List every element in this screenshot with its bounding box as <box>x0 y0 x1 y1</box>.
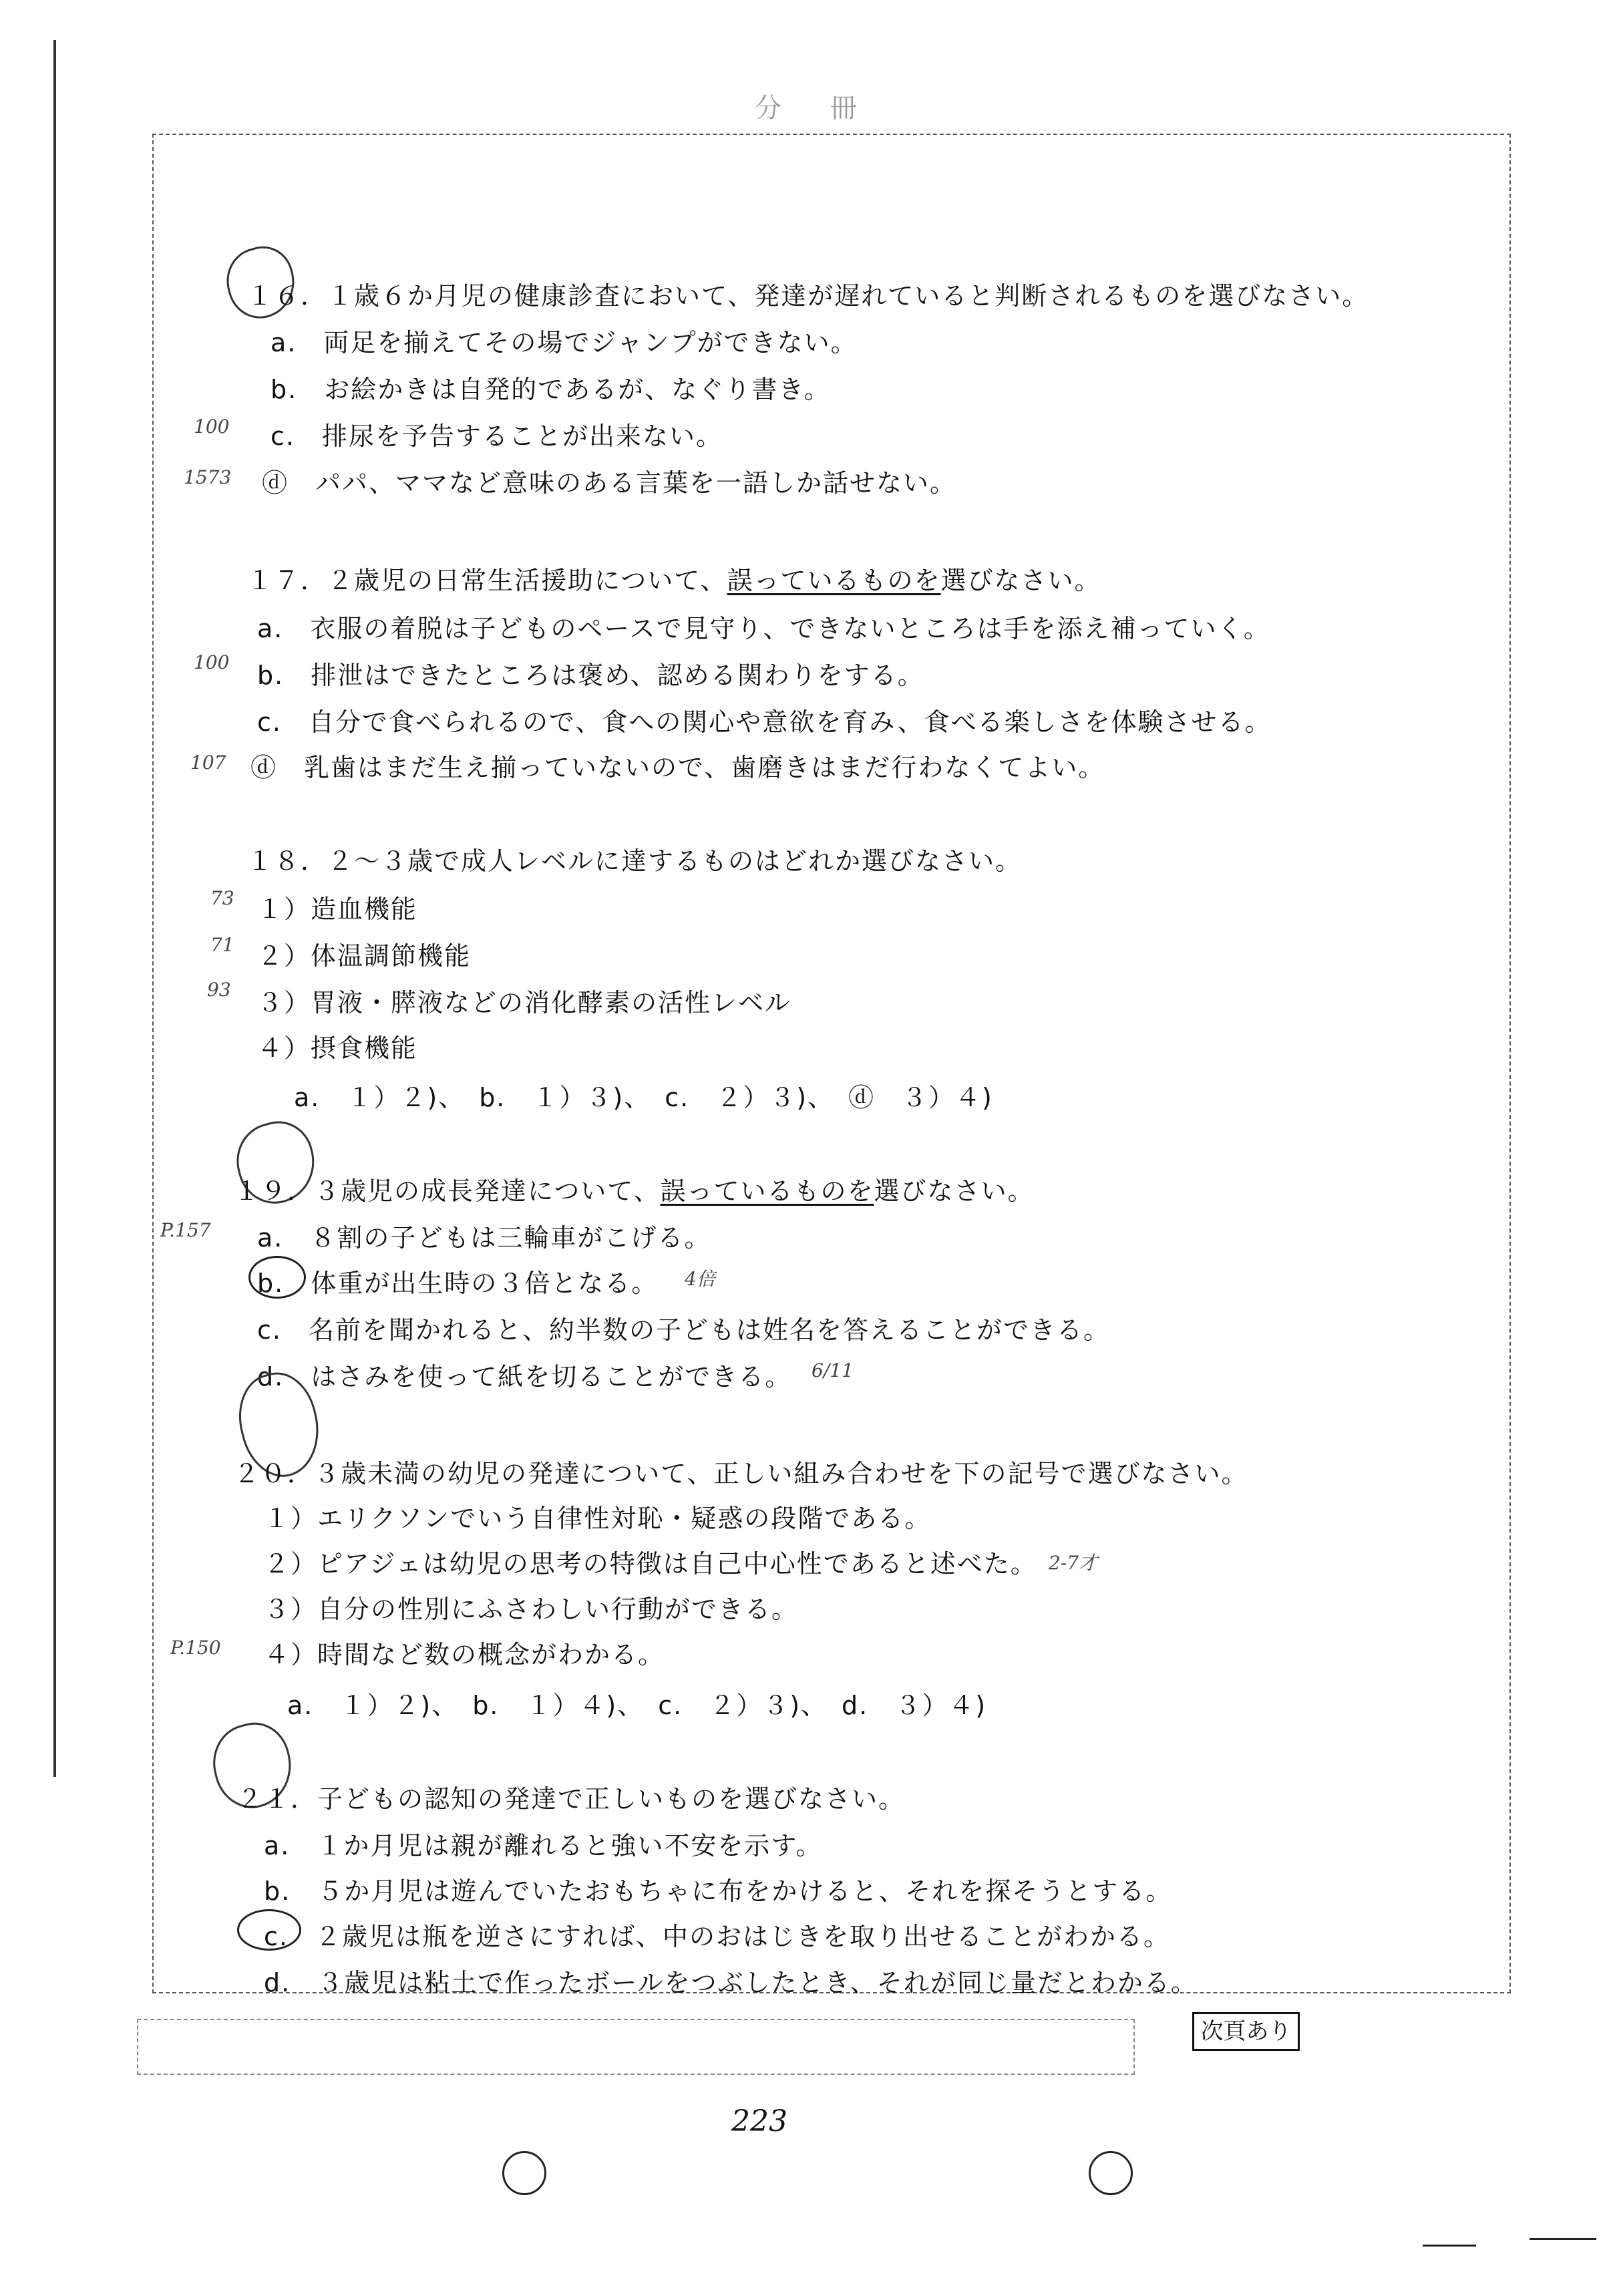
handwritten-note: 4倍 <box>685 1268 715 1290</box>
handwritten-note: P.157 <box>160 1219 211 1241</box>
margin-line <box>53 40 56 1777</box>
question-17-option-a: a. 衣服の着脱は子どものペースで見守り、できないところは手を添え補っていく。 <box>257 614 1270 643</box>
question-16-option-d: ⓓ パパ、ママなど意味のある言葉を一語しか話せない。 <box>262 468 957 498</box>
question-21-option-c: c. ２歳児は瓶を逆さにすれば、中のおはじきを取り出せることがわかる。 <box>264 1922 1170 1951</box>
question-19-option-c: c. 名前を聞かれると、約半数の子どもは姓名を答えることができる。 <box>257 1315 1110 1345</box>
footer-box <box>137 2019 1135 2075</box>
question-17-option-c: c. 自分で食べられるので、食への関心や意欲を育み、食べる楽しさを体験させる。 <box>257 707 1272 737</box>
question-17-title: １７．２歳児の日常生活援助について、誤っているものを選びなさい。 <box>247 566 1101 595</box>
question-19-option-a: a. ８割の子どもは三輪車がこげる。 <box>257 1223 711 1253</box>
handwritten-note: 107 <box>190 752 226 774</box>
question-21-option-a: a. １か月児は親が離れると強い不安を示す。 <box>264 1831 823 1860</box>
handwritten-note: 71 <box>210 934 234 956</box>
question-21-option-d: d. ３歳児は粘土で作ったボールをつぶしたとき、それが同じ量だとわかる。 <box>264 1968 1198 1997</box>
handwritten-note: P.150 <box>170 1637 221 1659</box>
handwritten-note: 100 <box>194 416 230 438</box>
handwritten-note: 93 <box>207 979 231 1001</box>
question-20-item-2: ２）ピアジェは幼児の思考の特徴は自己中心性であると述べた。 <box>264 1549 1037 1579</box>
question-18-item-1: １）造血機能 <box>257 894 418 924</box>
header-mark: 分 冊 <box>755 93 877 124</box>
page-number: 223 <box>731 2104 787 2138</box>
question-18-answers: a. １）２)、 b. １）３)、 c. ２）３)、 ⓓ ３）４) <box>294 1083 993 1112</box>
question-18-item-2: ２）体温調節機能 <box>257 941 472 971</box>
question-20-item-3: ３）自分の性別にふさわしい行動ができる。 <box>264 1595 799 1624</box>
question-21-option-b: b. ５か月児は遊んでいたおもちゃに布をかけると、それを探そうとする。 <box>264 1876 1173 1906</box>
question-17-option-d: ⓓ 乳歯はまだ生え揃っていないので、歯磨きはまだ行わなくてよい。 <box>250 753 1105 782</box>
question-18-item-3: ３）胃液・膵液などの消化酵素の活性レベル <box>257 988 792 1017</box>
question-16-title: １６．１歳６か月児の健康診査において、発達が遅れていると判断されるものを選びなさい。 <box>247 281 1369 311</box>
question-17-option-b: b. 排泄はできたところは褒め、認める関わりをする。 <box>257 661 924 690</box>
question-18-item-4: ４）摂食機能 <box>257 1033 418 1063</box>
question-19-option-b: b. 体重が出生時の３倍となる。 <box>257 1269 659 1298</box>
question-16-option-a: a. 両足を揃えてその場でジャンプができない。 <box>271 328 858 357</box>
handwritten-note: 2-7才 <box>1049 1552 1098 1574</box>
handwritten-note: 100 <box>194 651 230 673</box>
question-19-option-d: d. はさみを使って紙を切ることができる。 <box>257 1362 792 1391</box>
question-16-option-c: c. 排尿を予告することが出来ない。 <box>271 422 723 451</box>
question-21-title: ２１．子どもの認知の発達で正しいものを選びなさい。 <box>237 1784 906 1814</box>
question-20-item-1: １）エリクソンでいう自律性対恥・疑惑の段階である。 <box>264 1504 932 1533</box>
question-18-title: １８．２～３歳で成人レベルに達するものはどれか選びなさい。 <box>247 846 1023 876</box>
handwritten-note: 1573 <box>184 466 232 488</box>
handwritten-note: 6/11 <box>812 1359 854 1381</box>
edge-mark <box>1530 2238 1596 2240</box>
question-20-answers: a. １）２)、 b. １）４)、 c. ２）３)、 d. ３）４) <box>287 1691 987 1720</box>
question-20-title: ２０．３歳未満の幼児の発達について、正しい組み合わせを下の記号で選びなさい。 <box>234 1459 1248 1488</box>
question-16-option-b: b. お絵かきは自発的であるが、なぐり書き。 <box>271 375 831 404</box>
handwritten-note: 73 <box>210 887 234 909</box>
edge-mark <box>1423 2245 1476 2247</box>
question-19-title: １９．３歳児の成長発達について、誤っているものを選びなさい。 <box>234 1176 1035 1206</box>
punch-hole <box>1089 2151 1133 2195</box>
question-20-item-4: ４）時間など数の概念がわかる。 <box>264 1640 665 1669</box>
punch-hole <box>502 2151 546 2195</box>
next-page-label: 次頁あり <box>1192 2012 1300 2051</box>
